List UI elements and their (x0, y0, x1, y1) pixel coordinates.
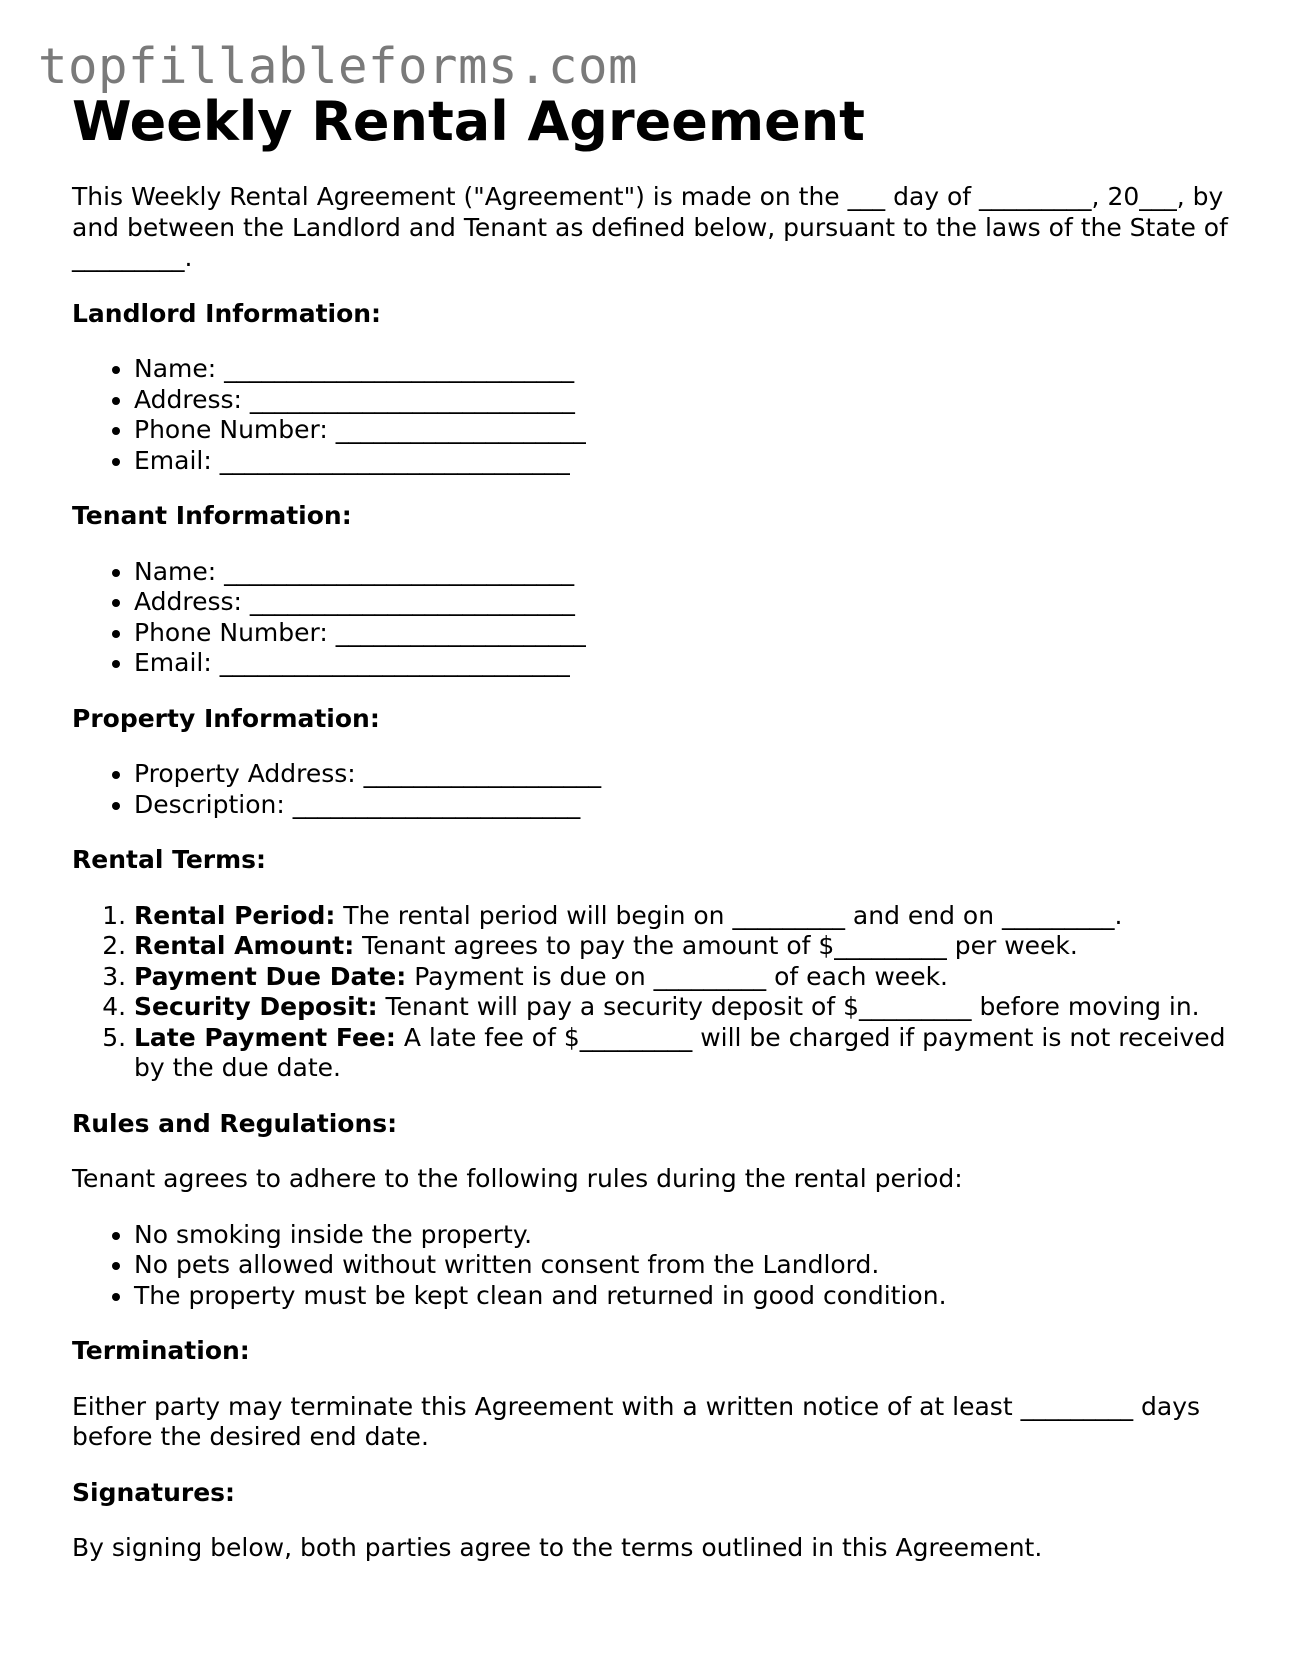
landlord-email-field: • Email: ____________________________ (134, 446, 1252, 477)
rules-heading: Rules and Regulations: (72, 1108, 398, 1138)
rental-term-item (134, 1023, 1252, 1084)
rental-term-text: Payment is due on _________ of each week. (406, 961, 948, 991)
rental-terms-list (72, 901, 1252, 1084)
property-description-field: • Description: _______________________ (134, 790, 1252, 821)
signatures-heading: Signatures: (72, 1477, 236, 1507)
document-page (72, 84, 1252, 1564)
rental-term-item (134, 962, 1252, 993)
rental-term-text: Tenant agrees to pay the amount of $_________ per week. (354, 931, 1078, 960)
rental-term-label: Security Deposit: (134, 992, 378, 1021)
rule-item: • The property must be kept clean and returned in good condition. (134, 1281, 1252, 1312)
property-heading: Property Information: (72, 703, 380, 733)
tenant-address-field: • Address: __________________________ (134, 587, 1252, 618)
tenant-heading: Tenant Information: (72, 501, 352, 530)
page-title: Weekly Rental Agreement (72, 90, 865, 153)
property-address-field: • Property Address: ___________________ (134, 759, 1252, 790)
tenant-phone-field: • Phone Number: ____________________ (134, 618, 1252, 649)
rental-term-text: The rental period will begin on _________ and end on _________. (335, 900, 1123, 930)
tenant-email-field: • Email: ____________________________ (134, 648, 1252, 679)
property-fields (72, 759, 1252, 820)
rental-term-item (134, 992, 1252, 1023)
tenant-fields (72, 557, 1252, 679)
watermark: topfillableforms.com (38, 38, 639, 95)
rental-term-label: Rental Amount: (134, 931, 355, 960)
landlord-heading: Landlord Information: (72, 298, 382, 328)
landlord-fields (72, 354, 1252, 476)
rental-term-label: Late Payment Fee: (134, 1022, 396, 1052)
rule-item: • No pets allowed without written consent from the Landlord. (134, 1250, 1252, 1281)
termination-text: Either party may terminate this Agreement with a written notice of at least _________ days before the desired end date. (72, 1391, 1201, 1451)
rental-term-item (134, 901, 1252, 932)
rules-list (72, 1220, 1252, 1312)
rule-item: • No smoking inside the property. (134, 1220, 1252, 1251)
termination-heading: Termination: (72, 1336, 250, 1365)
landlord-phone-field: • Phone Number: ____________________ (134, 415, 1252, 446)
rental-term-label: Payment Due Date: (134, 961, 407, 991)
rules-intro: Tenant agrees to adhere to the following rules during the rental period: (72, 1164, 963, 1193)
rental-term-text: Tenant will pay a security deposit of $_________ before moving in. (377, 992, 1200, 1021)
landlord-name-field: • Name: ____________________________ (134, 354, 1252, 385)
intro-paragraph: This Weekly Rental Agreement ("Agreement") is made on the ___ day of _________, 20___, by and between the Landlord and Tenant as defined below, pursuant to the laws of the State of _________. (72, 182, 1228, 272)
rental-term-item (134, 931, 1252, 962)
rental-term-label: Rental Period: (134, 900, 336, 930)
landlord-address-field: • Address: __________________________ (134, 385, 1252, 416)
rental-terms-heading: Rental Terms: (72, 845, 267, 874)
tenant-name-field: • Name: ____________________________ (134, 557, 1252, 588)
signatures-text: By signing below, both parties agree to the terms outlined in this Agreement. (72, 1533, 1043, 1562)
rental-term-text: A late fee of $_________ will be charged if payment is not received by the due date. (134, 1022, 1226, 1082)
